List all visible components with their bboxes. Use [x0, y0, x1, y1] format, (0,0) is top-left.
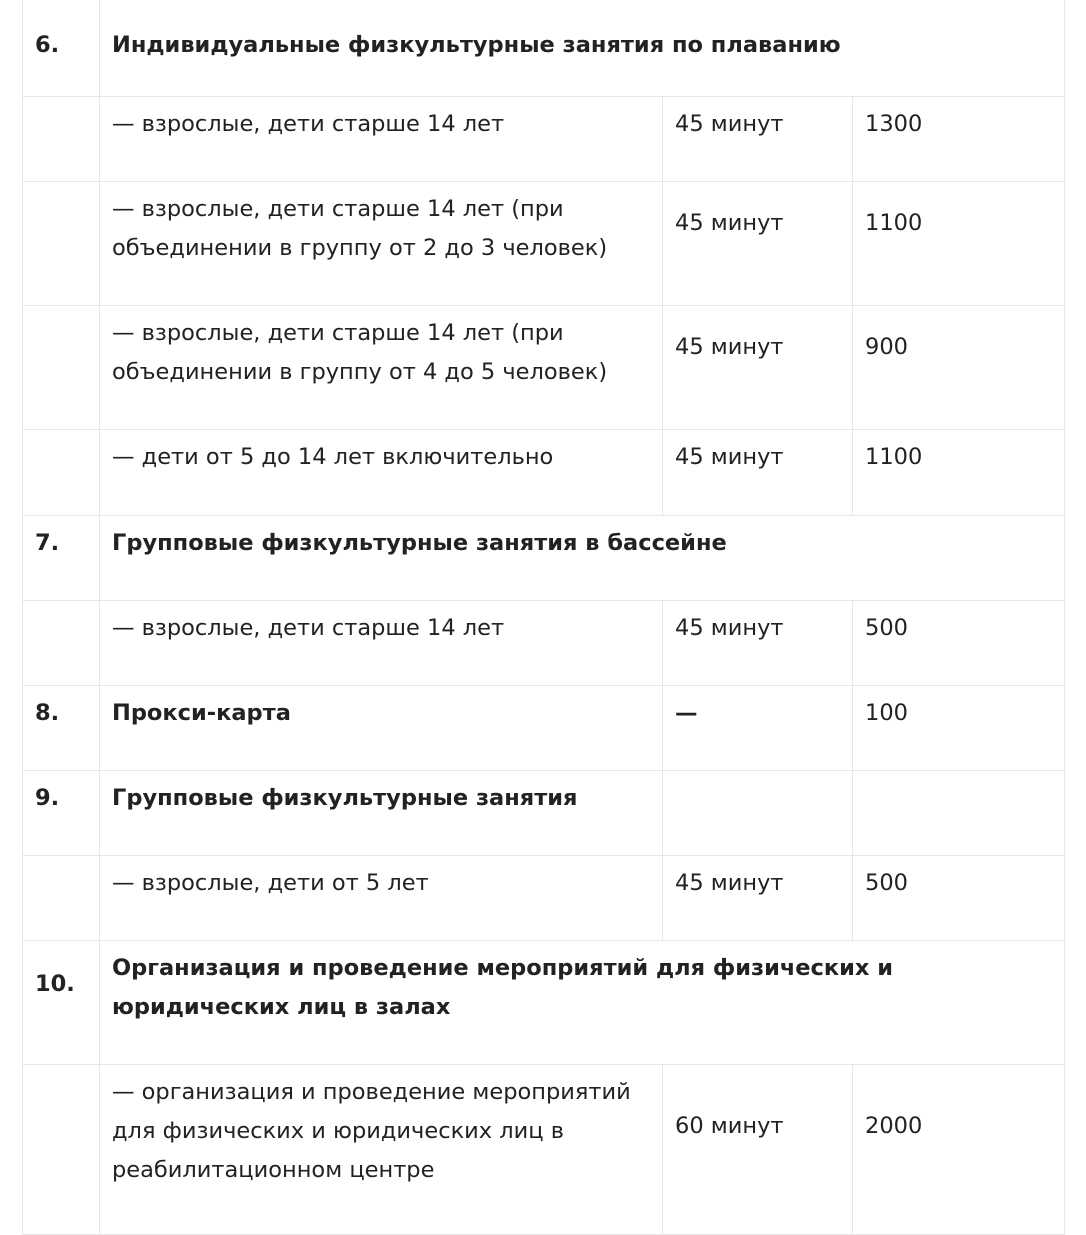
duration	[663, 771, 853, 856]
row-number: 10.	[23, 941, 100, 1065]
service-name-line: — дети от 5 до 14 лет включительно	[112, 444, 554, 470]
section-title-line: Организация и проведение мероприятий для физических и	[112, 955, 894, 981]
price: 1100	[853, 430, 1065, 516]
price: 1100	[853, 182, 1065, 306]
price: 100	[853, 686, 1065, 771]
table-row	[23, 686, 1065, 771]
table-row	[23, 182, 1065, 306]
table-row	[23, 771, 1065, 856]
duration: 45 минут	[663, 182, 853, 306]
section-title	[100, 941, 1065, 1065]
service-name-line: — организация и проведение мероприятий	[112, 1079, 631, 1105]
price: 500	[853, 856, 1065, 941]
service-name-line: — взрослые, дети старше 14 лет	[112, 111, 505, 137]
price-table	[22, 0, 1065, 1235]
service-name	[100, 856, 663, 941]
row-number	[23, 97, 100, 182]
service-name: Прокси-карта	[100, 686, 663, 771]
row-number	[23, 306, 100, 430]
duration: —	[663, 686, 853, 771]
row-number	[23, 1065, 100, 1235]
row-number: 6.	[23, 0, 100, 97]
service-name: Групповые физкультурные занятия	[100, 771, 663, 856]
price: 500	[853, 601, 1065, 686]
row-number: 8.	[23, 686, 100, 771]
table-row	[23, 306, 1065, 430]
duration: 45 минут	[663, 306, 853, 430]
table-row	[23, 941, 1065, 1065]
service-name	[100, 601, 663, 686]
table-row	[23, 430, 1065, 516]
service-name-line: — взрослые, дети старше 14 лет	[112, 615, 505, 641]
service-name	[100, 182, 663, 306]
price: 2000	[853, 1065, 1065, 1235]
duration: 45 минут	[663, 430, 853, 516]
service-name-line: объединении в группу от 2 до 3 человек)	[112, 235, 608, 261]
section-title-line: юридических лиц в залах	[112, 994, 451, 1020]
service-name-line: объединении в группу от 4 до 5 человек)	[112, 359, 608, 385]
price: 1300	[853, 97, 1065, 182]
service-name-line: — взрослые, дети от 5 лет	[112, 870, 429, 896]
service-name	[100, 430, 663, 516]
table-row	[23, 97, 1065, 182]
service-name	[100, 97, 663, 182]
row-number	[23, 856, 100, 941]
service-name-line: — взрослые, дети старше 14 лет (при	[112, 196, 564, 222]
row-number	[23, 430, 100, 516]
row-number: 7.	[23, 516, 100, 601]
service-name	[100, 1065, 663, 1235]
price: 900	[853, 306, 1065, 430]
row-number	[23, 601, 100, 686]
service-name-line: — взрослые, дети старше 14 лет (при	[112, 320, 564, 346]
section-title: Групповые физкультурные занятия в бассейне	[100, 516, 1065, 601]
section-title: Индивидуальные физкультурные занятия по плаванию	[100, 0, 1065, 97]
duration: 45 минут	[663, 856, 853, 941]
service-name-line: для физических и юридических лиц в	[112, 1118, 564, 1144]
service-name	[100, 306, 663, 430]
table-row	[23, 856, 1065, 941]
row-number	[23, 182, 100, 306]
table-row	[23, 1065, 1065, 1235]
service-name-line: реабилитационном центре	[112, 1157, 435, 1183]
price	[853, 771, 1065, 856]
duration: 45 минут	[663, 601, 853, 686]
table-row	[23, 0, 1065, 97]
row-number: 9.	[23, 771, 100, 856]
duration: 60 минут	[663, 1065, 853, 1235]
table-row	[23, 516, 1065, 601]
duration: 45 минут	[663, 97, 853, 182]
table-row	[23, 601, 1065, 686]
